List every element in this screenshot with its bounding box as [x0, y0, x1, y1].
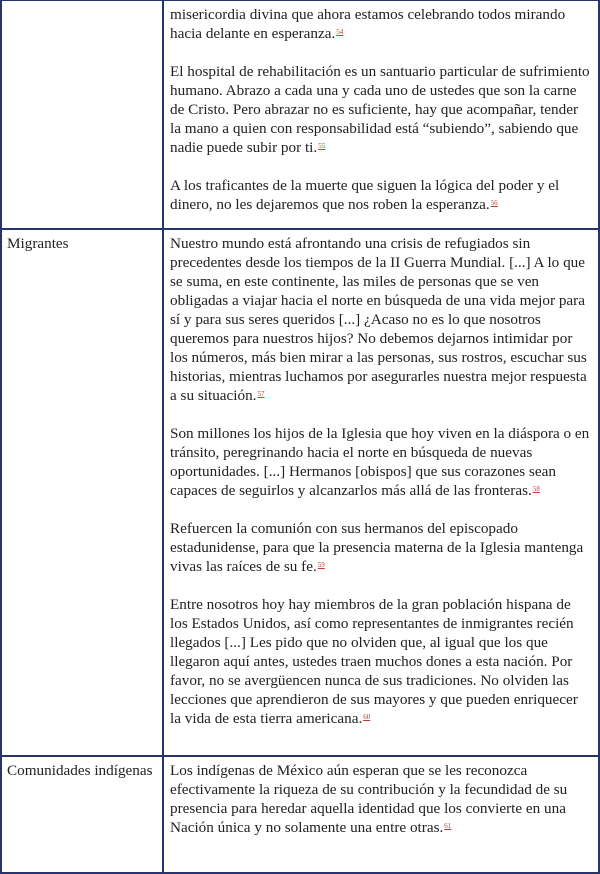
- category-cell: Migrantes: [1, 229, 163, 756]
- quote-text: Refuercen la comunión con sus hermanos del episcopado estadunidense, para que la presencia materna de la Iglesia mantenga vivas las raíces de su fe.: [170, 520, 584, 575]
- quotes-cell: [163, 756, 599, 873]
- quote-text: Entre nosotros hoy hay miembros de la gran población hispana de los Estados Unidos, así como representantes de inmigrantes recién llegados [...] Les pido que no olviden que, al igual que los que llegaron aquí antes, ustedes traen muchos dones a esta nación. Por favor, no se avergüencen nunca de sus tradiciones. No olviden las lecciones que aprendieron de sus mayores y que pueden enriquecer la vida de esta tierra americana.: [170, 596, 578, 727]
- quote-paragraph: [170, 519, 592, 576]
- quotes-cell: [163, 229, 599, 756]
- table-row: [1, 0, 599, 229]
- quote-text: Nuestro mundo está afrontando una crisis de refugiados sin precedentes desde los tiempos de la II Guerra Mundial. [...] A lo que se suma, en este continente, las miles de personas que se ven obligadas a viajar hacia el norte en búsqueda de una vida mejor para sí y para sus seres queridos [...] ¿Acaso no es lo que nosotros queremos para nuestros hijos? No debemos dejarnos intimidar por los números, más bien mirar a las personas, sus rostros, escuchar sus historias, mientras luchamos por asegurarles nuestra mejor respuesta a su situación.: [170, 235, 587, 404]
- table-row: [1, 229, 599, 756]
- footnote-link[interactable]: 61: [444, 822, 452, 830]
- quotes-cell: [163, 0, 599, 229]
- category-cell: Comunidades indígenas: [1, 756, 163, 873]
- quote-paragraph: [170, 5, 592, 43]
- footnote-link[interactable]: 55: [318, 142, 326, 150]
- footnote-link[interactable]: 59: [317, 561, 325, 569]
- quote-paragraph: [170, 595, 592, 728]
- footnote-link[interactable]: 54: [336, 28, 344, 36]
- footnote-link[interactable]: 58: [532, 485, 540, 493]
- footnote-link[interactable]: 56: [490, 199, 498, 207]
- quote-paragraph: [170, 234, 592, 405]
- quote-paragraph: [170, 761, 592, 837]
- quote-text: Los indígenas de México aún esperan que se les reconozca efectivamente la riqueza de su contribución y la fecundidad de su presencia para heredar aquella identidad que los convierte en una Nación única y no solamente una entre otras.: [170, 762, 568, 836]
- footnote-link[interactable]: 57: [257, 390, 265, 398]
- footnote-link[interactable]: 60: [363, 713, 371, 721]
- quote-paragraph: [170, 424, 592, 500]
- quote-text: misericordia divina que ahora estamos celebrando todos mirando hacia delante en esperanza.: [170, 6, 566, 42]
- quote-text: Son millones los hijos de la Iglesia que hoy viven en la diáspora o en tránsito, peregrinando hacia el norte en búsqueda de nuevas oportunidades. [...] Hermanos [obispos] que sus corazones sean capaces de seguirlos y alcanzarlos más allá de las fronteras.: [170, 425, 590, 499]
- category-cell: [1, 0, 163, 229]
- quote-paragraph: [170, 62, 592, 157]
- table-row: [1, 756, 599, 873]
- quote-text: A los traficantes de la muerte que siguen la lógica del poder y el dinero, no les dejaremos que nos roben la esperanza.: [170, 177, 560, 213]
- quote-text: El hospital de rehabilitación es un santuario particular de sufrimiento humano. Abrazo a cada una y cada uno de ustedes que son la carne de Cristo. Pero abrazar no es suficiente, hay que acompañar, tender la mano a quien con responsabilidad está “subiendo”, sabiendo que nadie puede subir por ti.: [170, 63, 590, 156]
- quote-paragraph: [170, 176, 592, 214]
